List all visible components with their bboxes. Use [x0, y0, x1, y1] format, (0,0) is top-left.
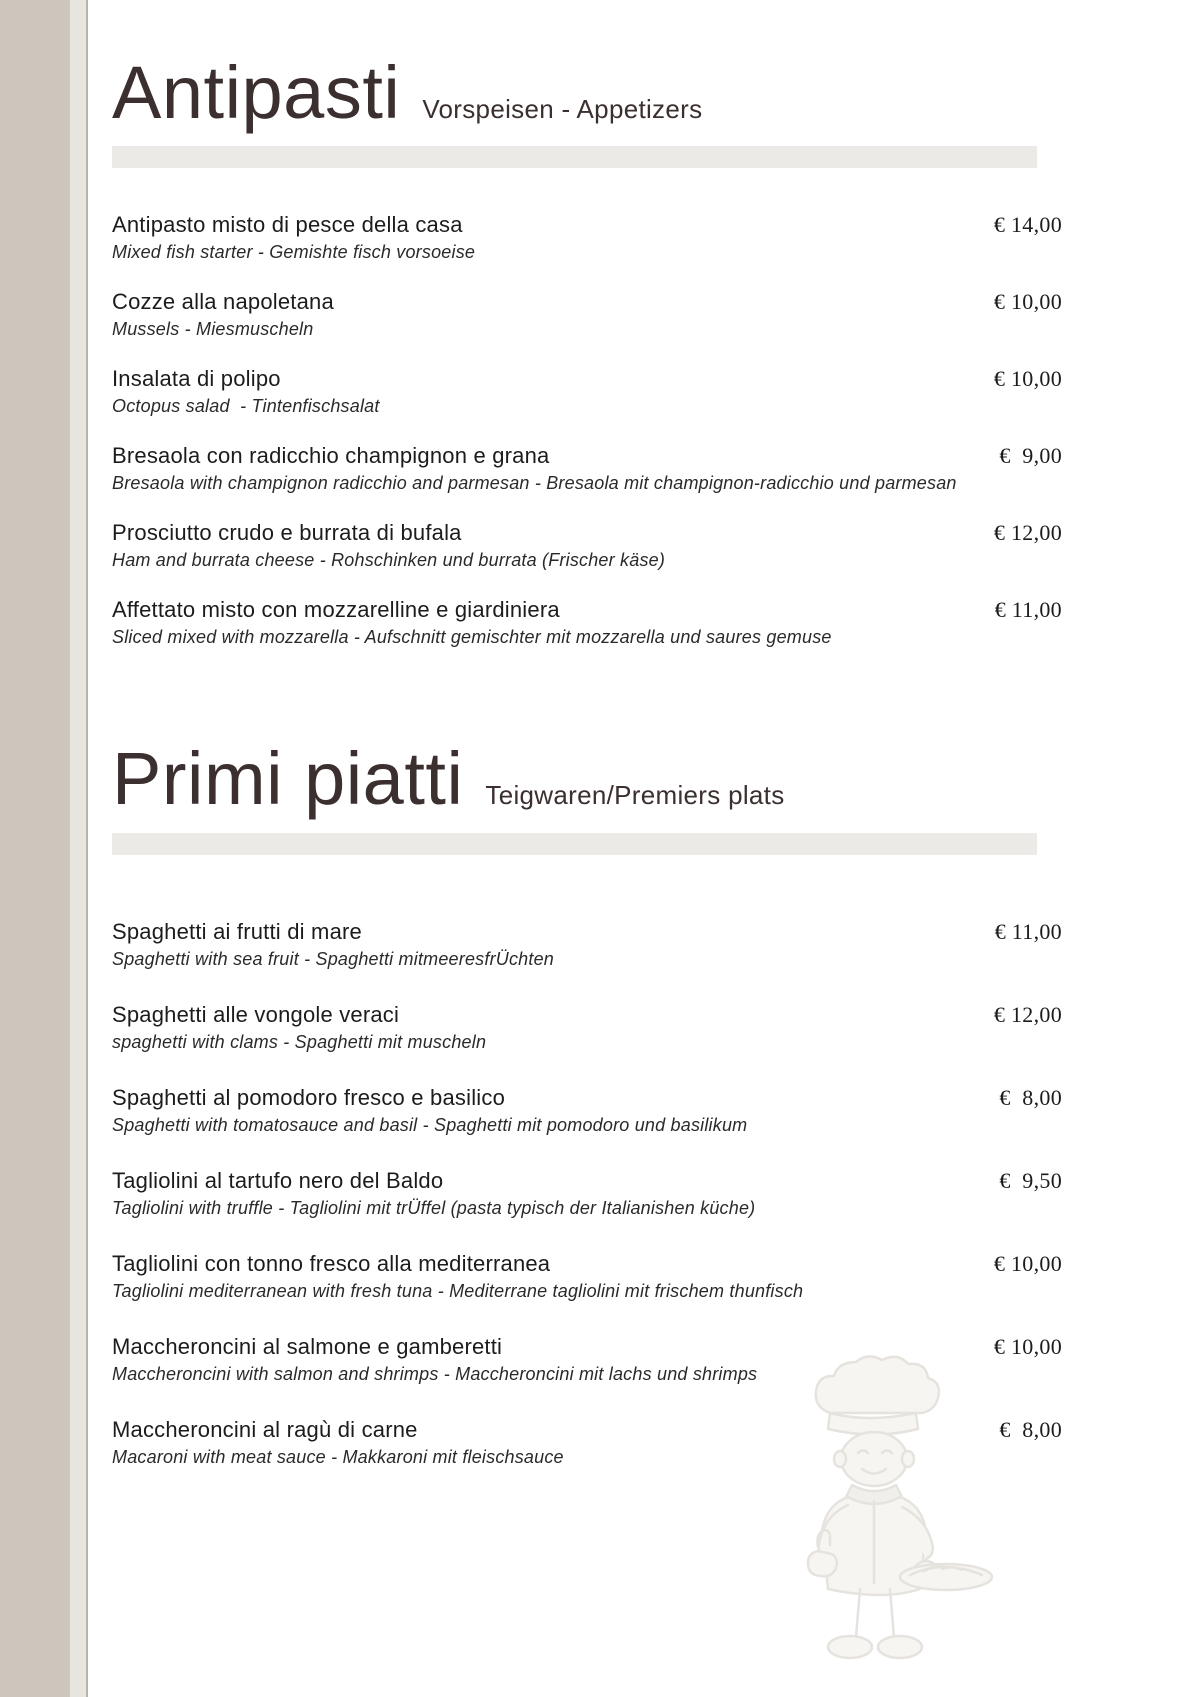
menu-item [112, 366, 1062, 417]
menu-item-price: € 10,00 [993, 289, 1062, 315]
menu-item-description: Spaghetti with tomatosauce and basil - Spaghetti mit pomodoro und basilikum [112, 1114, 748, 1135]
page-edge-inner-band [70, 0, 86, 1697]
menu-item-row [112, 212, 1062, 238]
menu-page [88, 0, 1200, 1697]
menu-item-description: Tagliolini with truffle - Tagliolini mit trÜffel (pasta typisch der Italianishen küche) [112, 1197, 756, 1218]
section-header [112, 737, 1062, 821]
menu-item [112, 289, 1062, 340]
menu-item-name: Affettato misto con mozzarelline e giardiniera [112, 597, 560, 623]
menu-item-list [112, 212, 1062, 648]
menu-item-price: € 8,00 [999, 1084, 1062, 1110]
menu-item-price: € 12,00 [993, 1001, 1062, 1027]
menu-item-name: Antipasto misto di pesce della casa [112, 212, 463, 238]
menu-item-price: € 10,00 [993, 1333, 1062, 1359]
section-divider [112, 833, 1037, 855]
menu-item-description: Ham and burrata cheese - Rohschinken und burrata (Frischer käse) [112, 550, 666, 571]
menu-content [112, 0, 1062, 1500]
menu-item-name: Tagliolini con tonno fresco alla mediterranea [112, 1250, 551, 1276]
menu-item-price: € 14,00 [993, 212, 1062, 238]
menu-item-name: Tagliolini al tartufo nero del Baldo [112, 1167, 444, 1193]
menu-item-description: Maccheroncini with salmon and shrimps - Maccheroncini mit lachs und shrimps [112, 1363, 758, 1384]
menu-item [112, 1251, 1062, 1302]
menu-item-description: Tagliolini mediterranean with fresh tuna - Mediterrane tagliolini mit frischem thunfisch [112, 1280, 804, 1301]
menu-item-description: Spaghetti with sea fruit - Spaghetti mitmeeresfrÜchten [112, 948, 555, 969]
menu-item-name: Spaghetti ai frutti di mare [112, 918, 362, 944]
menu-item-price: € 10,00 [993, 366, 1062, 392]
menu-item [112, 212, 1062, 263]
menu-item-name: Prosciutto crudo e burrata di bufala [112, 520, 462, 546]
menu-item-price: € 11,00 [994, 597, 1062, 623]
menu-item-price: € 9,50 [999, 1167, 1062, 1193]
menu-item [112, 520, 1062, 571]
menu-item-row [112, 366, 1062, 392]
menu-item-row [112, 1085, 1062, 1111]
menu-item-price: € 12,00 [993, 520, 1062, 546]
menu-item-row [112, 443, 1062, 469]
chef-mascot-icon [778, 1355, 1008, 1685]
menu-item-description: spaghetti with clams - Spaghetti mit muscheln [112, 1031, 487, 1052]
menu-item-row [112, 1002, 1062, 1028]
menu-item-description: Mixed fish starter - Gemishte fisch vorsoeise [112, 242, 476, 263]
page-edge-outer-band [0, 0, 70, 1697]
menu-item-name: Spaghetti al pomodoro fresco e basilico [112, 1084, 506, 1110]
menu-item-row [112, 520, 1062, 546]
menu-item-name: Spaghetti alle vongole veraci [112, 1001, 400, 1027]
menu-item-row [112, 289, 1062, 315]
menu-item-row [112, 919, 1062, 945]
menu-item [112, 1168, 1062, 1219]
menu-item-price: € 9,00 [999, 443, 1062, 469]
menu-item [112, 1085, 1062, 1136]
menu-item-row [112, 1168, 1062, 1194]
menu-item-price: € 8,00 [999, 1416, 1062, 1442]
menu-item-name: Bresaola con radicchio champignon e grana [112, 443, 550, 469]
menu-item-price: € 10,00 [993, 1250, 1062, 1276]
menu-item-name: Insalata di polipo [112, 366, 281, 392]
section-subtitle: Vorspeisen - Appetizers [422, 94, 703, 124]
menu-item-name: Cozze alla napoletana [112, 289, 334, 315]
section-title: Primi piatti [112, 737, 464, 821]
menu-item-row [112, 1251, 1062, 1277]
menu-item-description: Sliced mixed with mozzarella - Aufschnitt gemischter mit mozzarella und saures gemuse [112, 627, 832, 648]
menu-item [112, 443, 1062, 494]
menu-item-description: Bresaola with champignon radicchio and parmesan - Bresaola mit champignon-radicchio und parmesan [112, 473, 957, 494]
menu-item-name: Maccheroncini al salmone e gamberetti [112, 1333, 503, 1359]
section-divider [112, 146, 1037, 168]
menu-item-description: Mussels - Miesmuscheln [112, 319, 314, 340]
section-subtitle: Teigwaren/Premiers plats [485, 780, 785, 811]
menu-item [112, 597, 1062, 648]
menu-section-antipasti [112, 0, 1062, 648]
section-title: Antipasti [112, 51, 401, 134]
menu-item-description: Macaroni with meat sauce - Makkaroni mit fleischsauce [112, 1446, 564, 1467]
menu-item-price: € 11,00 [994, 918, 1062, 944]
menu-item [112, 919, 1062, 970]
menu-item-name: Maccheroncini al ragù di carne [112, 1416, 418, 1442]
section-header [112, 51, 1062, 134]
menu-item-row [112, 597, 1062, 623]
menu-item-description: Octopus salad - Tintenfischsalat [112, 396, 380, 417]
menu-item [112, 1002, 1062, 1053]
